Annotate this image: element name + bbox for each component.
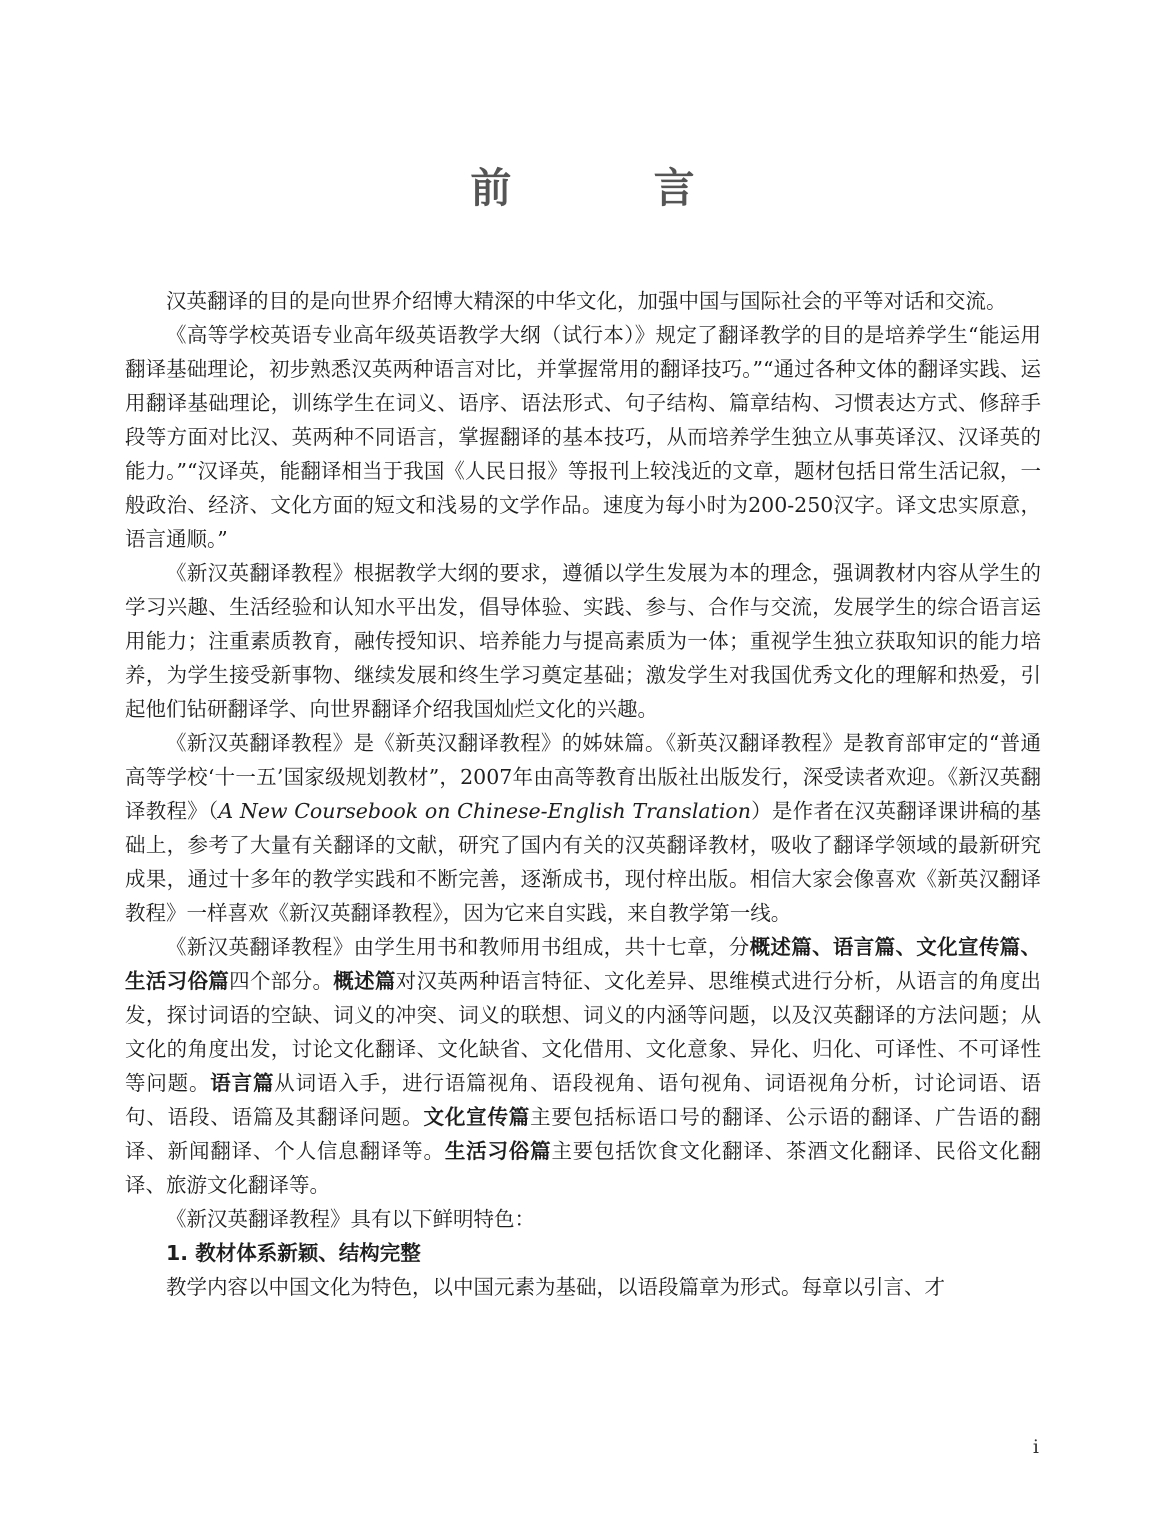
paragraph: 《新汉英翻译教程》根据教学大纲的要求，遵循以学生发展为本的理念，强调教材内容从学生的学习兴趣、生活经验和认知水平出发，倡导体验、实践、参与、合作与交流，发展学生的综合语言运用能力；注重素质教育，融传授知识、培养能力与提高素质为一体；重视学生独立获取知识的能力培养，为学生接受新事物、继续发展和终生学习奠定基础；激发学生对我国优秀文化的理解和热爱，引起他们钻研翻译学、向世界翻译介绍我国灿烂文化的兴趣。 xyxy=(125,561,1041,721)
paragraph-text: 《新汉英翻译教程》由学生用书和教师用书组成，共十七章，分 xyxy=(166,935,750,959)
paragraph-text: 从词语入手，进行语篇视角、语段视角、语句视角、词语视角分析，讨论词语、语句、语段、语篇及其翻译问题。 xyxy=(125,1071,1042,1129)
paragraph-text: 《新汉英翻译教程》是《新英汉翻译教程》的姊妹篇。《新英汉翻译教程》是教育部审定的“普通高等学校‘十一五’国家级规划教材”，2007年由高等教育出版社出版发行，深受读者欢迎。《新汉英翻译教程》（ xyxy=(125,731,1041,823)
section-heading: 1. 教材体系新颖、结构完整 xyxy=(166,1241,421,1265)
paragraph: 《新汉英翻译教程》具有以下鲜明特色： xyxy=(166,1207,535,1231)
paragraph-text: 四个部分。 xyxy=(229,969,334,993)
paragraph-text: ）是作者在汉英翻译课讲稿的基础上，参考了大量有关翻译的文献，研究了国内有关的汉英翻译教材，吸收了翻译学领域的最新研究成果，通过十多年的教学实践和不断完善，逐渐成书，现付梓出版。相信大家会像喜欢《新英汉翻译教程》一样喜欢《新汉英翻译教程》，因为它来自实践，来自教学第一线。 xyxy=(125,799,1042,925)
paragraph-text: 对汉英两种语言特征、文化差异、思维模式进行分析，从语言的角度出发，探讨词语的空缺、词义的冲突、词义的联想、词义的内涵等问题，以及汉英翻译的方法问题；从文化的角度出发，讨论文化翻译、文化缺省、文化借用、文化意象、异化、归化、可译性、不可译性等问题。 xyxy=(125,969,1042,1095)
preface-body xyxy=(125,284,1041,1304)
page-number: i xyxy=(1032,1436,1039,1458)
paragraph xyxy=(125,930,1041,1202)
keyword: 概述篇、语言篇、文化宣传篇、生活习俗篇 xyxy=(125,935,1042,993)
paragraph-text: 主要包括标语口号的翻译、公示语的翻译、广告语的翻译、新闻翻译、个人信息翻译等。 xyxy=(125,1105,1042,1163)
english-book-title: A New Coursebook on Chinese-English Translation xyxy=(218,799,751,823)
page-title: 前 言 xyxy=(470,164,759,212)
paragraph: 《高等学校英语专业高年级英语教学大纲（试行本）》规定了翻译教学的目的是培养学生“能运用翻译基础理论，初步熟悉汉英两种语言对比，并掌握常用的翻译技巧。”“通过各种文体的翻译实践、运用翻译基础理论，训练学生在词义、语序、语法形式、句子结构、篇章结构、习惯表达方式、修辞手段等方面对比汉、英两种不同语言，掌握翻译的基本技巧，从而培养学生独立从事英译汉、汉译英的能力。”“汉译英，能翻译相当于我国《人民日报》等报刊上较浅近的文章，题材包括日常生活记叙，一般政治、经济、文化方面的短文和浅易的文学作品。速度为每小时为200-250汉字。译文忠实原意，语言通顺。” xyxy=(125,323,1041,551)
keyword: 生活习俗篇 xyxy=(444,1139,552,1163)
paragraph: 汉英翻译的目的是向世界介绍博大精深的中华文化，加强中国与国际社会的平等对话和交流。 xyxy=(166,289,1007,313)
keyword: 文化宣传篇 xyxy=(423,1105,531,1129)
keyword: 语言篇 xyxy=(210,1071,275,1095)
keyword: 概述篇 xyxy=(333,969,396,993)
paragraph: 教学内容以中国文化为特色，以中国元素为基础，以语段篇章为形式。每章以引言、才 xyxy=(166,1275,945,1299)
paragraph xyxy=(125,726,1041,930)
paragraph-text: 主要包括饮食文化翻译、茶酒文化翻译、民俗文化翻译、旅游文化翻译等。 xyxy=(125,1139,1042,1197)
